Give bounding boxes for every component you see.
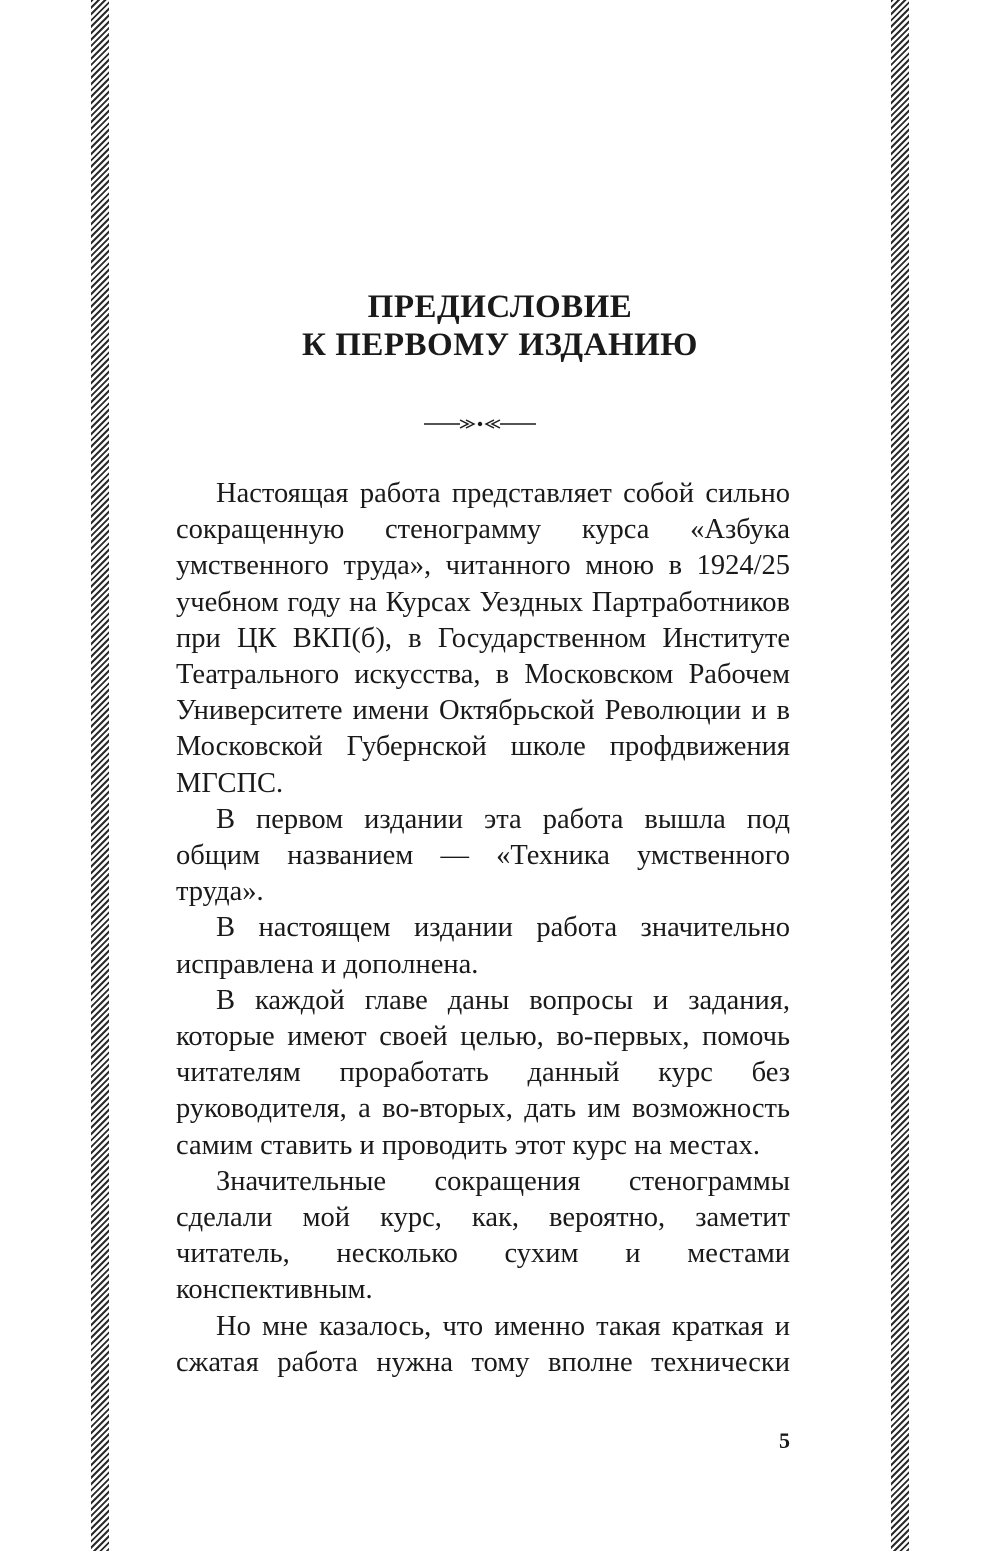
chapter-title-line-2: К ПЕРВОМУ ИЗДАНИЮ: [302, 327, 698, 363]
paragraph-5: Значительные сокращения стенограммы сделали мой курс, как, вероятно, заметит читатель, несколько сухим и местами конспективным.: [176, 1165, 790, 1306]
paragraph-1: Настоящая работа представляет собой сильно сокращенную стенограмму курса «Азбука умственного труда», читанного мною в 1924/25 учебном году на Курсах Уездных Партработников при ЦК ВКП(б), в Государственном Институте Театрального искусства, в Московском Рабочем Университете имени Октябрьской Революции и в Московской Губернской школе профдвижения МГСПС.: [176, 478, 790, 799]
right-decorative-border: [891, 0, 909, 1551]
chapter-title-line-1: ПРЕДИСЛОВИЕ: [367, 289, 633, 325]
divider-ornament-icon: [420, 414, 540, 434]
body-text: [176, 476, 790, 1381]
left-decorative-border: [91, 0, 109, 1551]
paragraph-6: Но мне казалось, что именно такая краткая и сжатая работа нужна тому вполне технически: [176, 1310, 790, 1378]
paragraph-4: В каждой главе даны вопросы и задания, которые имеют своей целью, во-первых, помочь читателям проработать данный курс без руководителя, а во-вторых, дать им возможность самим ставить и проводить этот курс на местах.: [176, 984, 790, 1161]
paragraph-3: В настоящем издании работа значительно исправлена и дополнена.: [176, 912, 790, 980]
chapter-title: [140, 288, 860, 364]
paragraph-2: В первом издании эта работа вышла под общим названием — «Техника умственного труда».: [176, 803, 790, 908]
page-number: 5: [779, 1428, 790, 1453]
